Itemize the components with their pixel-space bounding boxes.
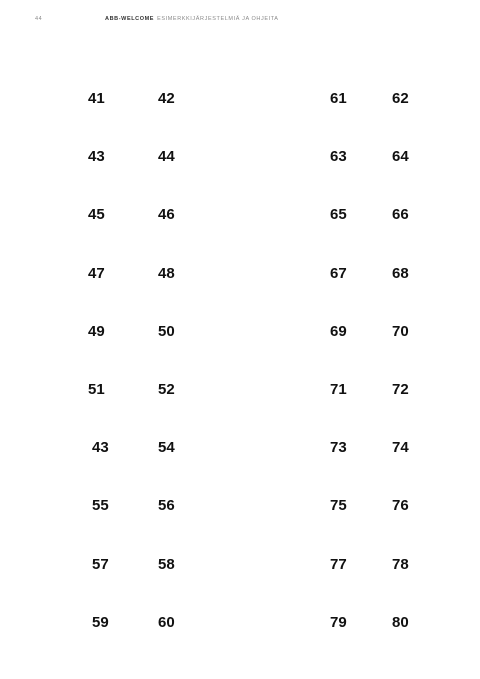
number-cell: 49 xyxy=(88,322,105,340)
number-cell: 73 xyxy=(330,439,347,457)
number-cell: 48 xyxy=(158,264,175,282)
number-cell: 41 xyxy=(88,90,105,107)
number-cell: 68 xyxy=(392,264,409,282)
number-cell: 43 xyxy=(92,439,109,457)
number-cell: 79 xyxy=(330,613,347,631)
number-cell: 61 xyxy=(330,90,347,107)
brand-name: ABB-WELCOME xyxy=(105,16,155,22)
page-number: 44 xyxy=(35,16,43,22)
number-cell: 70 xyxy=(392,322,409,340)
number-cell: 55 xyxy=(92,497,109,515)
number-cell: 45 xyxy=(88,206,105,224)
number-cell: 75 xyxy=(330,497,347,515)
number-cell: 71 xyxy=(330,381,347,398)
number-cell: 51 xyxy=(88,381,105,398)
number-cell: 66 xyxy=(392,206,409,224)
number-cell: 74 xyxy=(392,439,409,457)
number-cell: 60 xyxy=(158,613,175,631)
number-cell: 65 xyxy=(330,206,347,224)
number-cell: 59 xyxy=(92,613,109,631)
number-cell: 62 xyxy=(392,90,409,107)
number-cell: 50 xyxy=(158,322,175,340)
number-cell: 77 xyxy=(330,555,347,573)
number-cell: 42 xyxy=(158,90,175,107)
number-cell: 58 xyxy=(158,555,175,573)
number-cell: 52 xyxy=(158,381,175,398)
number-cell: 56 xyxy=(158,497,175,515)
number-cell: 69 xyxy=(330,322,347,340)
number-cell: 63 xyxy=(330,148,347,166)
number-cell: 64 xyxy=(392,148,409,166)
number-cell: 44 xyxy=(158,148,175,166)
document-title: ESIMERKKIJÄRJESTELMIÄ JA OHJEITA xyxy=(157,16,279,22)
number-cell: 46 xyxy=(158,206,175,224)
number-cell: 80 xyxy=(392,613,409,631)
number-cell: 57 xyxy=(92,555,109,573)
number-cell: 47 xyxy=(88,264,105,282)
number-cell: 72 xyxy=(392,381,409,398)
number-cell: 67 xyxy=(330,264,347,282)
number-cell: 78 xyxy=(392,555,409,573)
number-cell: 43 xyxy=(88,148,105,166)
number-cell: 76 xyxy=(392,497,409,515)
number-cell: 54 xyxy=(158,439,175,457)
